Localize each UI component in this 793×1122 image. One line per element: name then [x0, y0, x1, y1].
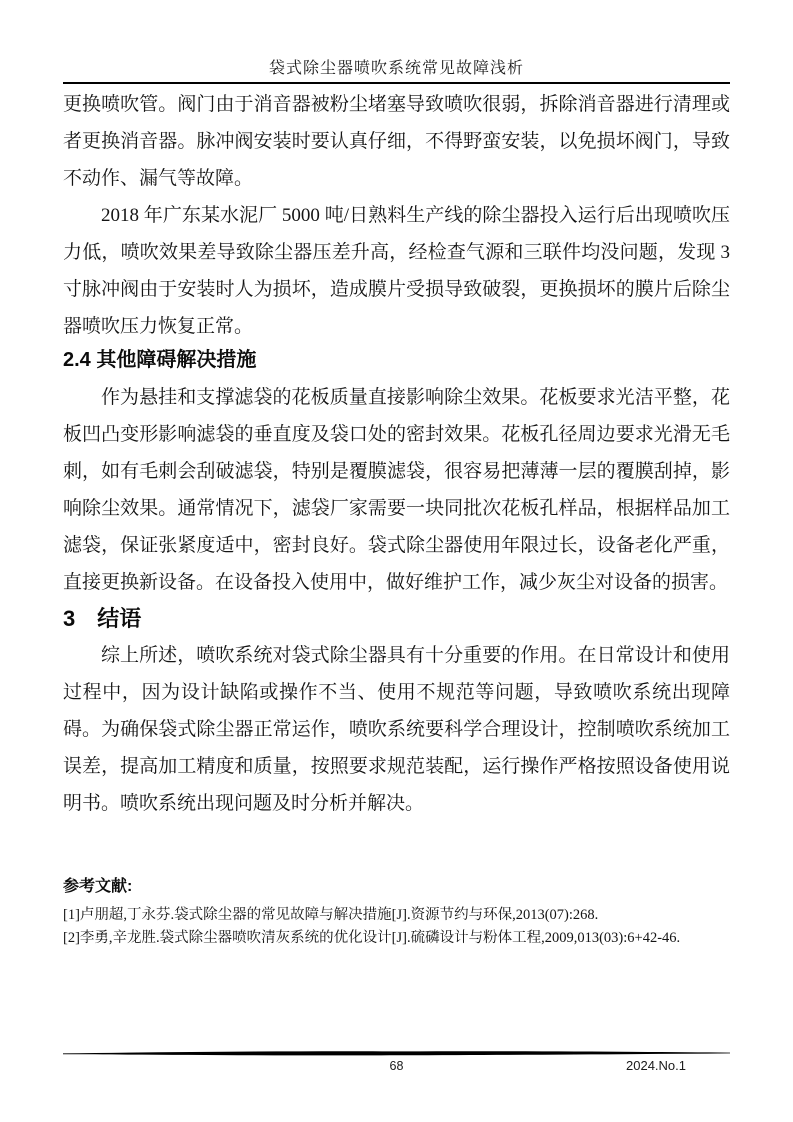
references-section: [63, 877, 730, 950]
references-heading: 参考文献:: [63, 878, 133, 895]
header-rule: [63, 82, 730, 84]
footer-issue-label: 2024.No.1: [626, 1058, 686, 1073]
footer-page-number: 68: [389, 1059, 404, 1073]
paragraph-pulse-valve-continuation: 更换喷吹管。阀门由于消音器被粉尘堵塞导致喷吹很弱，拆除消音器进行清理或者更换消音器。脉冲阀安装时要认真仔细，不得野蛮安装，以免损坏阀门，导致不动作、漏气等故障。: [63, 94, 730, 189]
paragraph-conclusion: 综上所述，喷吹系统对袋式除尘器具有十分重要的作用。在日常设计和使用过程中，因为设计缺陷或操作不当、使用不规范等问题，导致喷吹系统出现障碍。为确保袋式除尘器正常运作，喷吹系统要科学合理设计，控制喷吹系统加工误差，提高加工精度和质量，按照要求规范装配，运行操作严格按照设备使用说明书。喷吹系统出现问题及时分析并解决。: [63, 645, 730, 814]
section-heading-2-4: 2.4 其他障碍解决措施: [63, 349, 257, 371]
paragraph-cement-plant-case: 2018 年广东某水泥厂 5000 吨/日熟料生产线的除尘器投入运行后出现喷吹压力低，喷吹效果差导致除尘器压差升高，经检查气源和三联件均没问题，发现 3 寸脉冲阀由于安装时人为损坏，造成膜片受损导致破裂，更换损坏的膜片后除尘器喷吹压力恢复正常。: [63, 205, 730, 337]
footer-rule: [63, 1050, 730, 1057]
section-heading-3-conclusion: 3 结语: [63, 606, 142, 631]
article-body: [63, 86, 730, 950]
reference-item-2: [2]李勇,辛龙胜.袋式除尘器喷吹清灰系统的优化设计[J].硫磷设计与粉体工程,2009,013(03):6+42-46.: [63, 930, 681, 946]
paragraph-tube-sheet-measures: 作为悬挂和支撑滤袋的花板质量直接影响除尘效果。花板要求光洁平整，花板凹凸变形影响滤袋的垂直度及袋口处的密封效果。花板孔径周边要求光滑无毛刺，如有毛刺会刮破滤袋，特别是覆膜滤袋，很容易把薄薄一层的覆膜刮掉，影响除尘效果。通常情况下，滤袋厂家需要一块同批次花板孔样品，根据样品加工滤袋，保证张紧度适中，密封良好。袋式除尘器使用年限过长，设备老化严重，直接更换新设备。在设备投入使用中，做好维护工作，减少灰尘对设备的损害。: [63, 387, 730, 593]
running-header-title: 袋式除尘器喷吹系统常见故障浅析: [268, 60, 524, 77]
reference-item-1: [1]卢朋超,丁永芬.袋式除尘器的常见故障与解决措施[J].资源节约与环保,2013(07):268.: [63, 907, 599, 923]
